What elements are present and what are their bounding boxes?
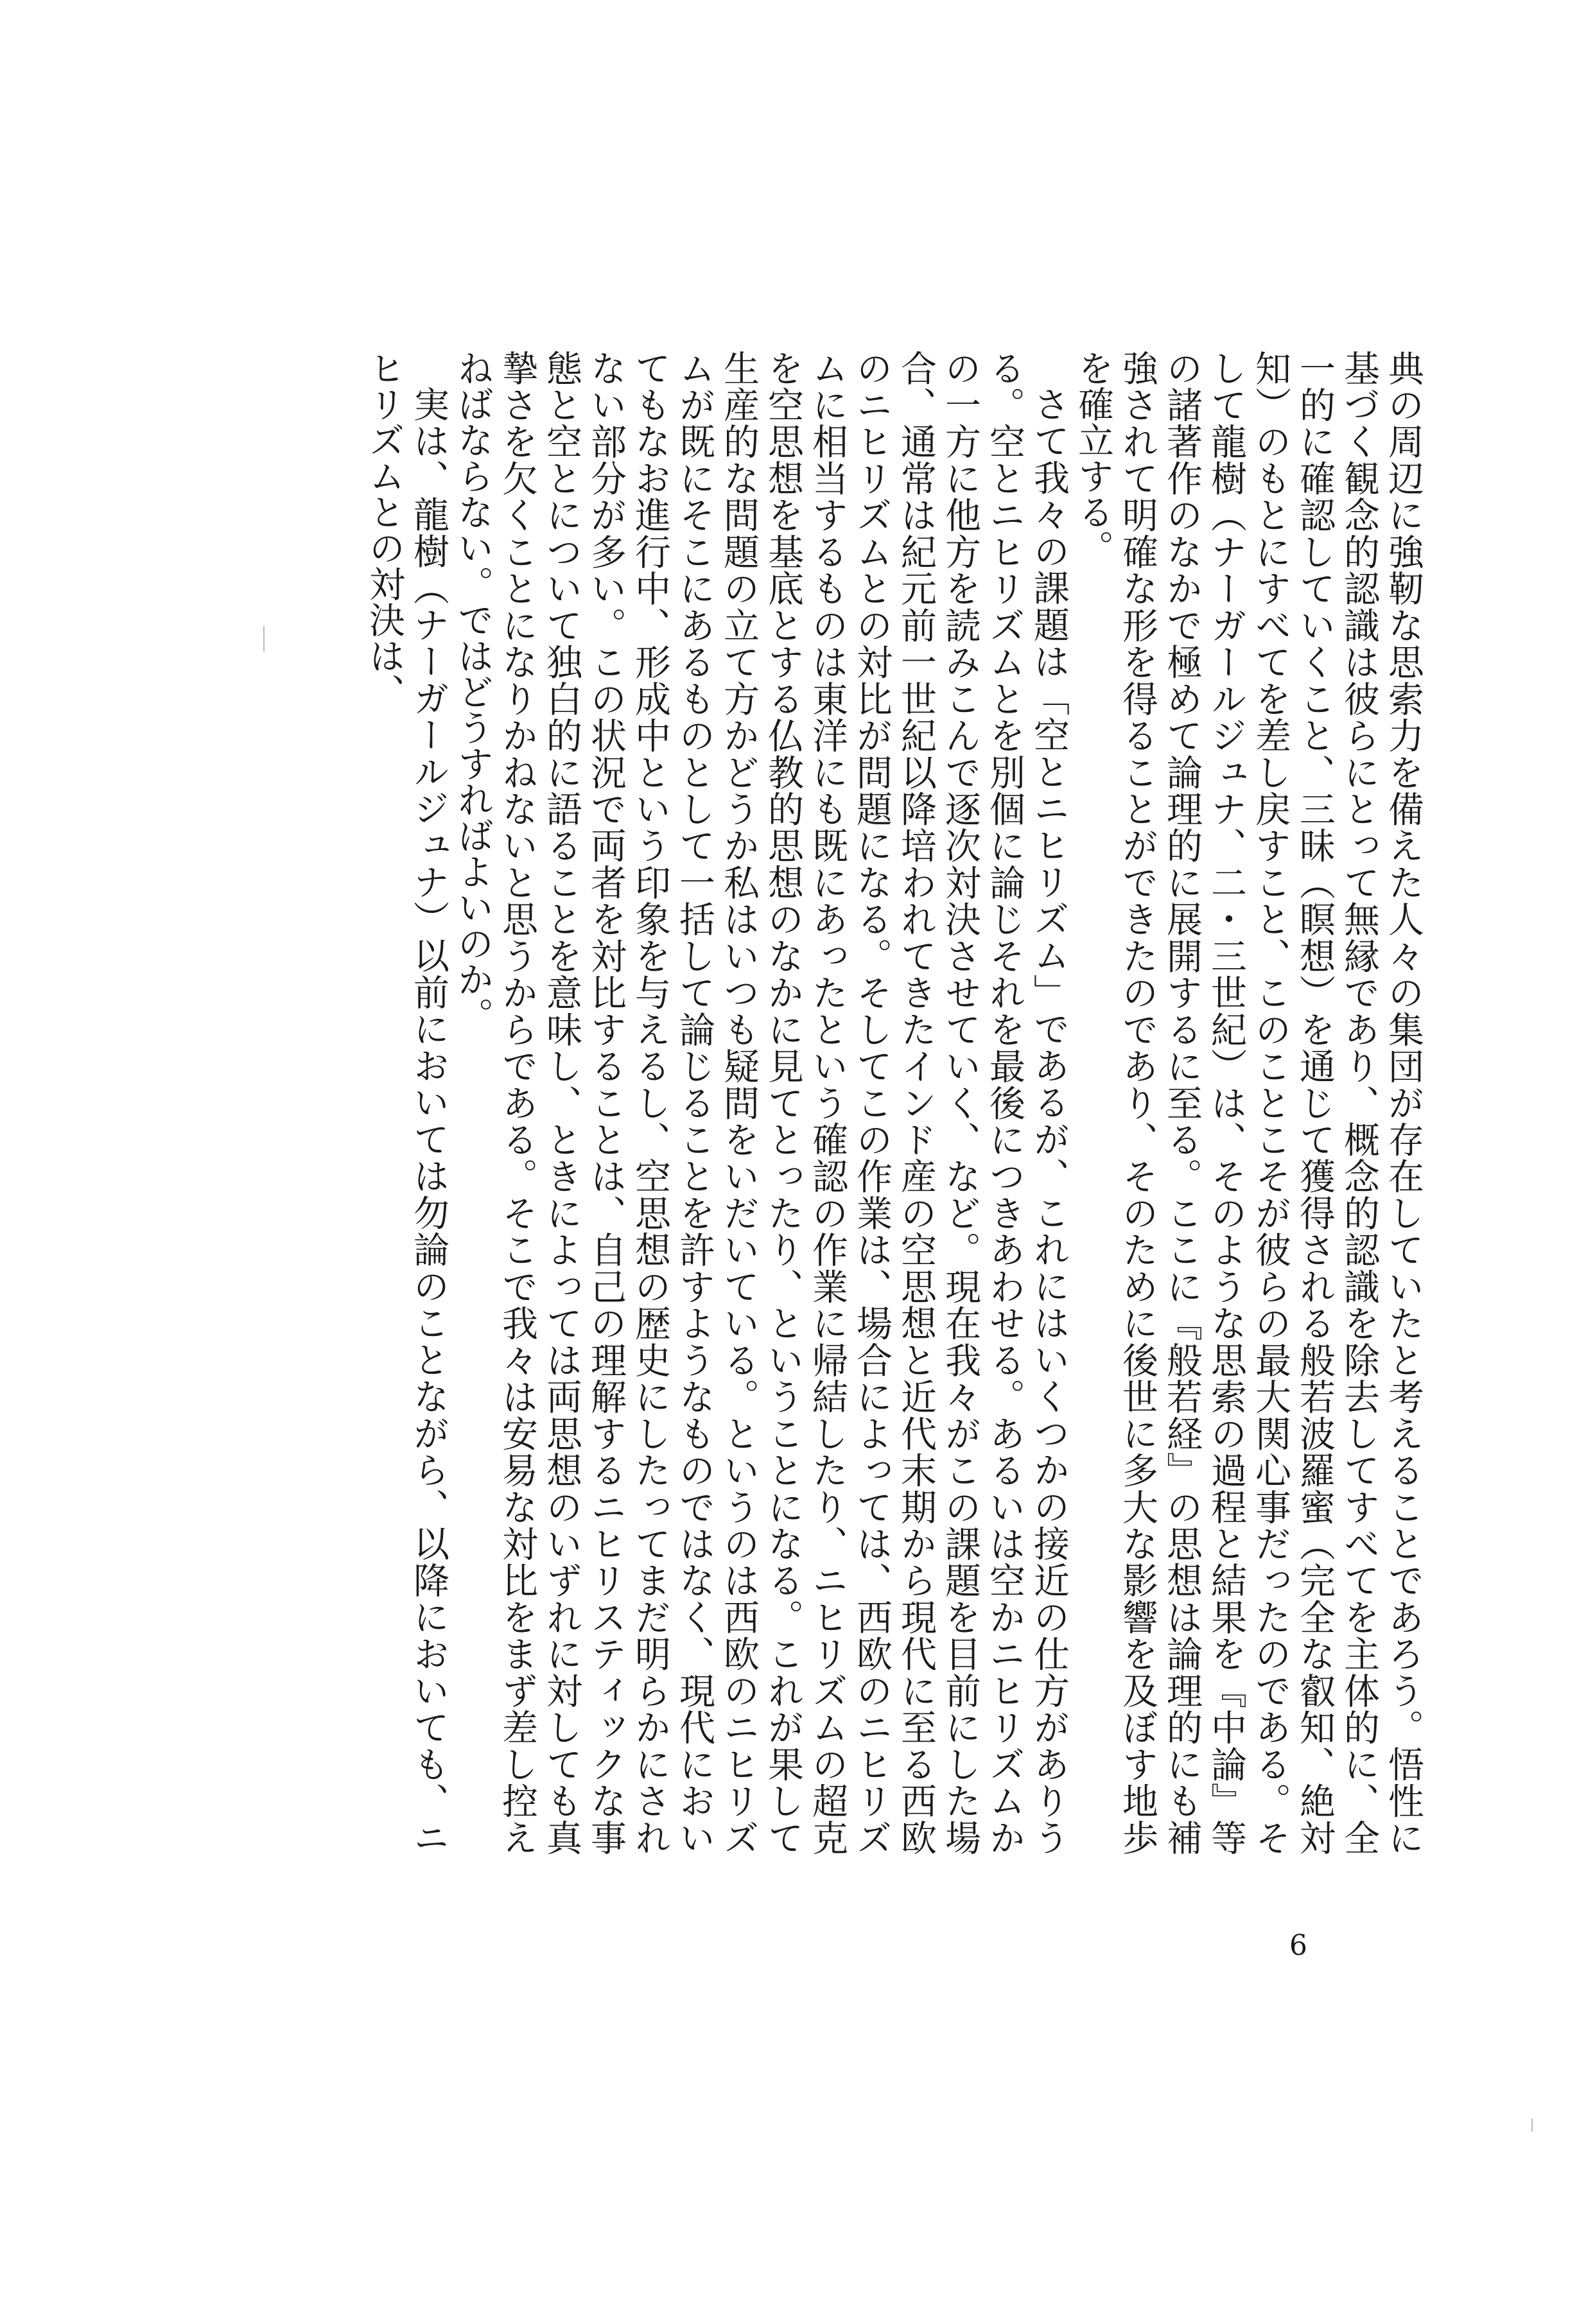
paragraph-final: 実は、龍樹（ナーガールジュナ）以前においては勿論のことながら、以降においても、ニヒリズムとの対決は、	[363, 350, 449, 1855]
scan-speck	[1531, 2119, 1533, 2131]
vertical-text-body	[363, 350, 1425, 1856]
paragraph-main: さて我々の課題は「空とニヒリズム」であるが、これにはいくつかの接近の仕方がありうる。空とニヒリズムとを別個に論じそれを最後につきあわせる。あるいは空かニヒリズムかの一方に他方を読みこんで逐次対決させていく、など。現在我々がこの課題を目前にした場合、通常は紀元前一世紀以降培われてきたインド産の空思想と近代末期から現代に至る西欧のニヒリズムとの対比が問題になる。そしてこの作業は、場合によっては、西欧のニヒリズムに相当するものは東洋にも既にあったという確認の作業に帰結したり、ニヒリズムの超克を空思想を基底とする仏教的思想のなかに見てとったり、ということになる。これが果して生産的な問題の立て方かどうか私はいつも疑問をいだいている。というのは西欧のニヒリズムが既にそこにあるものとして一括して論じることを許すようなものではなく、現代においてもなお進行中、形成中という印象を与えるし、空思想の歴史にしたってまだ明らかにされない部分が多い。この状況で両者を対比することは、自己の理解するニヒリスティックな事態と空とについて独白的に語ることを意味し、ときによっては両思想のいずれに対しても真摯さを欠くことになりかねないと思うからである。そこで我々は安易な対比をまず差し控えねばならない。ではどうすればよいのか。	[452, 350, 1070, 1855]
page-number: 6	[1289, 1929, 1307, 1962]
paragraph-continuation: 典の周辺に強靭な思索力を備えた人々の集団が存在していたと考えることであろう。悟性に基づく観念的認識は彼らにとって無縁であり、概念的認識を除去してすべてを主体的に、全一的に確認していくこと、三昧（瞑想）を通じて獲得される般若波羅蜜（完全な叡知、絶対知）のもとにすべてを差し戻すこと、このことこそが彼らの最大関心事だったのである。そして龍樹（ナーガールジュナ、二・三世紀）は、そのような思索の過程と結果を『中論』等の諸著作のなかで極めて論理的に展開するに至る。ここに『般若経』の思想は論理的にも補強されて明確な形を得ることができたのであり、そのために後世に多大な影響を及ぼす地歩を確立する。	[1072, 350, 1424, 1856]
scan-speck	[263, 626, 265, 652]
